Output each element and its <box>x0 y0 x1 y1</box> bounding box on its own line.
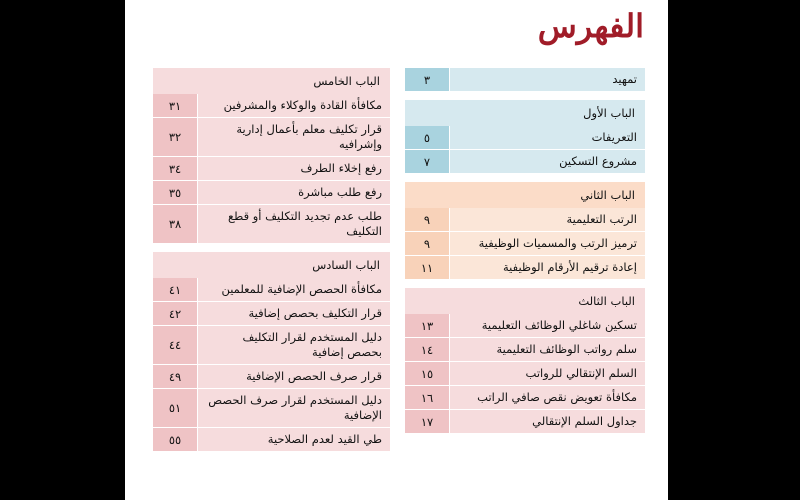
toc-entry[interactable] <box>153 428 390 451</box>
page-title: الفهرس <box>537 7 644 45</box>
entry-title: السلم الإنتقالي للرواتب <box>450 362 645 385</box>
toc-entry[interactable] <box>153 181 390 205</box>
entry-title: سلم رواتب الوظائف التعليمية <box>450 338 645 361</box>
entry-title: دليل المستخدم لقرار التكليف بحصص إضافية <box>198 326 390 364</box>
toc-entry[interactable] <box>405 386 645 410</box>
entry-title: طي القيد لعدم الصلاحية <box>198 428 390 451</box>
entry-page-number: ١٤ <box>405 338 450 361</box>
toc-section <box>405 182 645 279</box>
entry-title: رفع طلب مباشرة <box>198 181 390 204</box>
document-page <box>125 0 668 500</box>
entry-page-number: ١١ <box>405 256 450 279</box>
entry-page-number: ١٧ <box>405 410 450 433</box>
entry-title: التعريفات <box>450 126 645 149</box>
entry-page-number: ٧ <box>405 150 450 173</box>
entry-title: مكافأة القادة والوكلاء والمشرفين <box>198 94 390 117</box>
section-header: الباب الخامس <box>153 68 390 94</box>
entry-title: مكافأة الحصص الإضافية للمعلمين <box>198 278 390 301</box>
toc-column-left <box>153 68 390 460</box>
toc-entry[interactable] <box>405 232 645 256</box>
toc-entry[interactable] <box>153 326 390 365</box>
toc-entry[interactable] <box>405 208 645 232</box>
toc-entry[interactable] <box>153 118 390 157</box>
entry-title: مكافأة تعويض نقص صافي الراتب <box>450 386 645 409</box>
entry-title: ترميز الرتب والمسميات الوظيفية <box>450 232 645 255</box>
toc-column-right <box>405 68 645 442</box>
entry-page-number: ٣٨ <box>153 205 198 243</box>
entry-page-number: ١٣ <box>405 314 450 337</box>
toc-entry[interactable] <box>405 256 645 279</box>
toc-entry[interactable] <box>153 302 390 326</box>
toc-entry[interactable] <box>405 126 645 150</box>
entry-page-number: ٤٩ <box>153 365 198 388</box>
toc-section <box>153 68 390 243</box>
entry-title: رفع إخلاء الطرف <box>198 157 390 180</box>
entry-page-number: ٣ <box>405 68 450 91</box>
toc-section <box>405 288 645 433</box>
entry-title: تسكين شاغلي الوظائف التعليمية <box>450 314 645 337</box>
toc-entry[interactable] <box>405 338 645 362</box>
toc-entry[interactable] <box>405 150 645 173</box>
entry-title: إعادة ترقيم الأرقام الوظيفية <box>450 256 645 279</box>
entry-page-number: ٩ <box>405 208 450 231</box>
toc-entry[interactable] <box>153 94 390 118</box>
entry-page-number: ٩ <box>405 232 450 255</box>
entry-page-number: ١٦ <box>405 386 450 409</box>
entry-page-number: ٥ <box>405 126 450 149</box>
entry-title: جداول السلم الإنتقالي <box>450 410 645 433</box>
section-header: الباب السادس <box>153 252 390 278</box>
section-header: الباب الثالث <box>405 288 645 314</box>
entry-title: قرار تكليف معلم بأعمال إدارية وإشرافيه <box>198 118 390 156</box>
toc-entry[interactable] <box>405 362 645 386</box>
entry-title: قرار صرف الحصص الإضافية <box>198 365 390 388</box>
toc-entry[interactable] <box>153 365 390 389</box>
entry-title: قرار التكليف بحصص إضافية <box>198 302 390 325</box>
entry-page-number: ٣١ <box>153 94 198 117</box>
section-header: الباب الأول <box>405 100 645 126</box>
entry-title: مشروع التسكين <box>450 150 645 173</box>
toc-entry[interactable] <box>405 314 645 338</box>
toc-section <box>405 68 645 91</box>
entry-page-number: ١٥ <box>405 362 450 385</box>
entry-page-number: ٤٤ <box>153 326 198 364</box>
entry-title: تمهيد <box>450 68 645 91</box>
toc-entry[interactable] <box>153 278 390 302</box>
entry-page-number: ٤٢ <box>153 302 198 325</box>
entry-title: دليل المستخدم لقرار صرف الحصص الإضافية <box>198 389 390 427</box>
toc-entry[interactable] <box>153 157 390 181</box>
entry-title: الرتب التعليمية <box>450 208 645 231</box>
entry-title: طلب عدم تجديد التكليف أو قطع التكليف <box>198 205 390 243</box>
toc-entry[interactable] <box>405 68 645 91</box>
entry-page-number: ٣٥ <box>153 181 198 204</box>
section-header: الباب الثاني <box>405 182 645 208</box>
entry-page-number: ٣٢ <box>153 118 198 156</box>
entry-page-number: ٥٥ <box>153 428 198 451</box>
toc-section <box>153 252 390 451</box>
entry-page-number: ٤١ <box>153 278 198 301</box>
toc-entry[interactable] <box>153 389 390 428</box>
entry-page-number: ٣٤ <box>153 157 198 180</box>
toc-section <box>405 100 645 173</box>
entry-page-number: ٥١ <box>153 389 198 427</box>
toc-entry[interactable] <box>153 205 390 243</box>
toc-entry[interactable] <box>405 410 645 433</box>
